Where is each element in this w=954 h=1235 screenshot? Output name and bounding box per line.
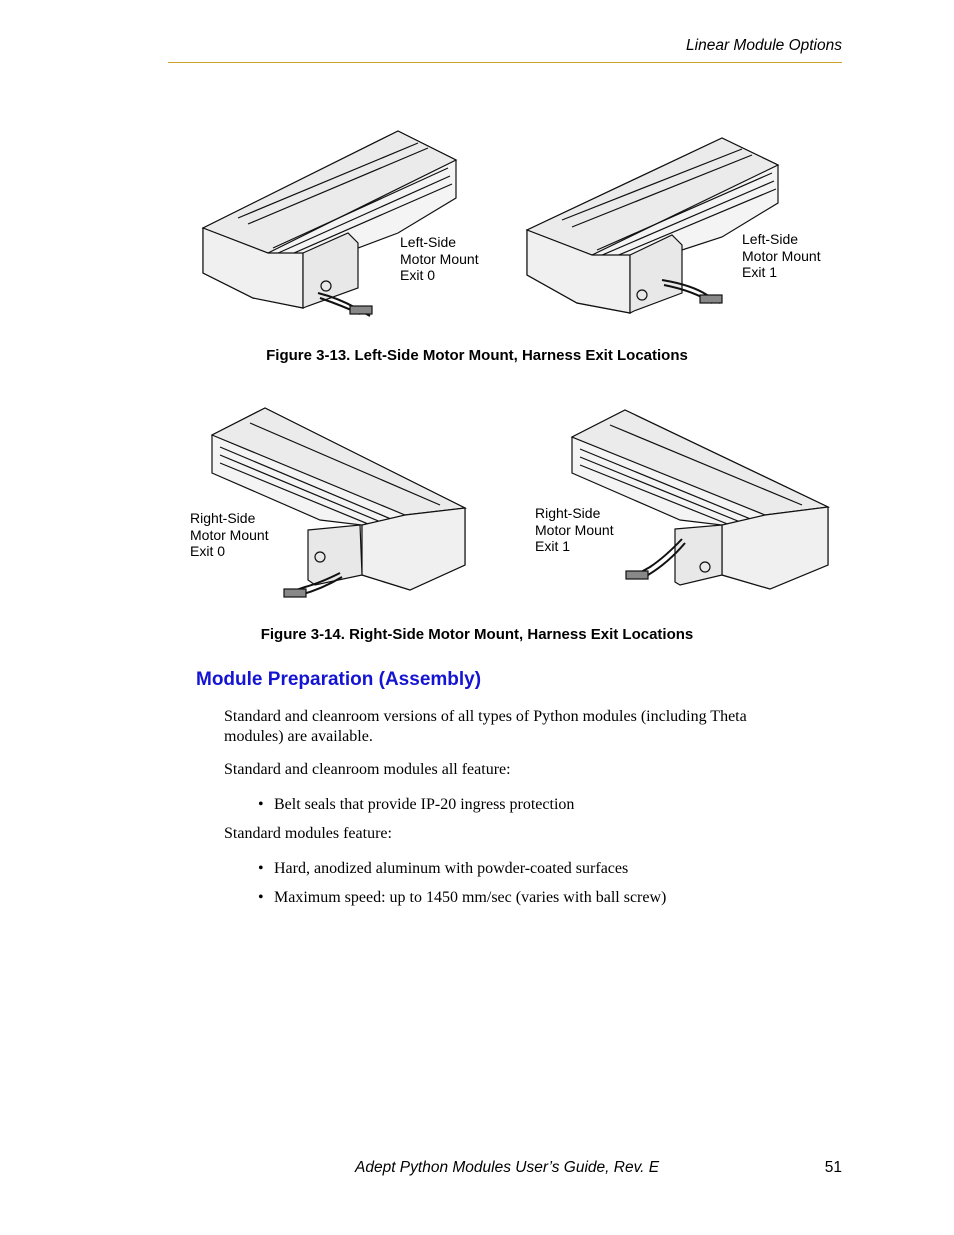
- paragraph-all-feature: Standard and cleanroom modules all feature:: [224, 761, 511, 778]
- bullet-max-speed: [258, 888, 666, 908]
- figure-14-caption: Figure 3-14. Right-Side Motor Mount, Harness Exit Locations: [260, 626, 694, 643]
- bullet-text: Belt seals that provide IP-20 ingress protection: [274, 796, 575, 813]
- bullet-belt-seals: [258, 795, 574, 815]
- figure-13-caption: Figure 3-13. Left-Side Motor Mount, Harness Exit Locations: [266, 347, 688, 364]
- figure-14-right-illustration: [570, 407, 832, 592]
- bullet-symbol: •: [258, 889, 264, 906]
- section-heading: Module Preparation (Assembly): [196, 669, 482, 690]
- footer-title: Adept Python Modules User’s Guide, Rev. E: [355, 1159, 660, 1176]
- figure-13-left-illustration: [198, 128, 458, 323]
- paragraph-versions: Standard and cleanroom versions of all types of Python modules (including Theta modules) are available.: [224, 708, 747, 745]
- bullet-anodized: [258, 859, 628, 879]
- figure-13-left-label: Left-Side Motor Mount Exit 0: [400, 234, 479, 283]
- header-rule: [168, 62, 842, 63]
- bullet-text: Maximum speed: up to 1450 mm/sec (varies with ball screw): [274, 889, 667, 906]
- figure-13-right-label: Left-Side Motor Mount Exit 1: [742, 231, 821, 280]
- figure-14-left-illustration: [210, 405, 470, 605]
- page-number: 51: [824, 1159, 842, 1176]
- bullet-symbol: •: [258, 796, 264, 813]
- figure-14-right-label: Right-Side Motor Mount Exit 1: [535, 505, 614, 554]
- bullet-text: Hard, anodized aluminum with powder-coated surfaces: [274, 860, 629, 877]
- paragraph-standard-feature: Standard modules feature:: [224, 825, 392, 842]
- figure-13-right-illustration: [522, 135, 782, 320]
- running-header: Linear Module Options: [686, 37, 842, 54]
- figure-14-left-label: Right-Side Motor Mount Exit 0: [190, 510, 269, 559]
- bullet-symbol: •: [258, 860, 264, 877]
